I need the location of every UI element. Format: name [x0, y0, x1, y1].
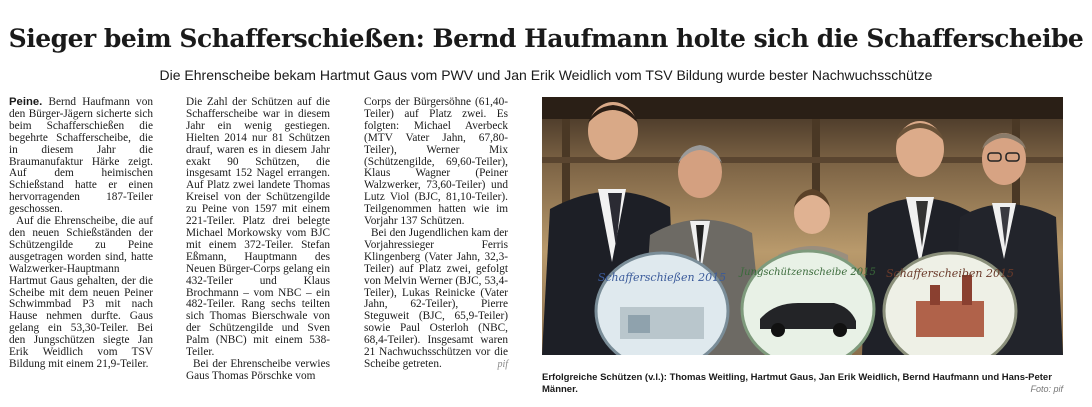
paragraph: Auf die Ehrenscheibe, die auf den neuen Schießständen der Schützengilde zu Peine ausgetragen worden sind, hatte Walzwerker-Hauptmann Hartmut Gaus gehalten, der die Scheibe mit dem neuen Peiner Schwimmbad P3 mit nach Hause nehmen durfte. Gaus gelang ein 53,30-Teiler. Bei den Jungschützen siegte Jan Erik Weidlich vom TSV Bildung mit einem 21,9-Teiler.	[9, 215, 153, 370]
paragraph-text: Corps der Bürgersöhne (61,40-Teiler) auf Platz zwei. Es folgten: Michael Averbeck (MTV Vater Jahn, 67,80-Teiler), Werner Mix (Schützengilde, 69,60-Teiler), Klaus Wagner (Peiner Walzwerker, 73,60-Teiler) und Lutz Viol (BJC, 81,10-Teiler). Teilgenommen hatten wie im Vorjahr 137 Schützen.	[364, 96, 508, 228]
paragraph	[364, 97, 508, 228]
target-disc	[596, 253, 728, 355]
photo-caption: Erfolgreiche Schützen (v.l.): Thomas Weitling, Hartmut Gaus, Jan Erik Weidlich, Bernd Haufmann und Hans-Peter Männer.	[542, 372, 1052, 395]
target-disc	[884, 253, 1016, 355]
disc-label: Schafferscheiben 2015	[886, 267, 1014, 280]
paragraph-text: Bei den Jugendlichen kam der Vorjahressieger Ferris Klingenberg (Vater Jahn, 32,3-Teiler) auf Platz zwei, gefolgt von Melvin Werner (BJC, 53,4-Teiler), Lukas Reinicke (Vater Jahn, 62-Teiler), Pierre Steguweit (BJC, 65,9-Teiler) sowie Paul Osterloh (NBC, 68,4-Teiler). Insgesamt waren 21 Nachwuchsschützen vor die Scheibe getreten.	[364, 226, 508, 370]
paragraph	[9, 97, 153, 216]
subheadline: Die Ehrenscheibe bekam Hartmut Gaus vom PWV und Jan Erik Weidlich vom TSV Bildung wurde bester Nachwuchsschütze	[159, 67, 933, 83]
paragraph: Bei der Ehrenscheibe verwies Gaus Thomas Pörschke vom	[186, 357, 330, 382]
headline: Sieger beim Schafferschießen: Bernd Haufmann holte sich die Schafferscheibe	[8, 24, 1084, 53]
paragraph: Die Zahl der Schützen auf die Schafferscheibe war in diesem Jahr ein wenig gestiegen. Hielten 2014 nur 81 Schützen drauf, waren es in diesem Jahr exakt 90 Schützen, die insgesamt 152 Nagel errangen. Auf Platz zwei landete Thomas Kreisel von der Schützengilde zu Peine von 1597 mit einem 221-Teiler. Platz drei belegte Michael Morkowsky vom BJC mit einem 372-Teiler. Stefan Eßmann, Hauptmann des Neuen Bürger-Corps gelang ein 432-Teiler und Klaus Brochmann – vom NBC – ein 482-Teiler. Rang sechs teilten sich Thomas Bierschwale von der Schützengilde und Sven Palm (NBC) mit einem 538-Teiler.	[186, 96, 330, 359]
photo-credit: Foto: pif	[1030, 384, 1063, 394]
article-column-1	[9, 97, 153, 371]
article-column-3	[364, 97, 508, 371]
author-signature: pif	[497, 358, 508, 370]
paragraph	[364, 228, 508, 371]
disc-label: Jungschützenscheibe 2015	[740, 267, 876, 278]
article-photo	[542, 97, 1063, 355]
target-disc	[738, 251, 876, 355]
disc-label: Schafferschießen 2015	[597, 271, 727, 284]
photo-illustration	[542, 97, 1063, 355]
paragraph-text: Bernd Haufmann von den Bürger-Jägern sicherte sich beim Schafferschießen die begehrte Schafferscheibe, die in diesem Jahr die Braumanufaktur Härke zeigt. Auf dem heimischen Schießstand hatte er einen hervorragenden 187-Teiler geschossen.	[9, 96, 154, 216]
article-column-2	[186, 97, 330, 383]
dateline: Peine.	[9, 96, 43, 108]
